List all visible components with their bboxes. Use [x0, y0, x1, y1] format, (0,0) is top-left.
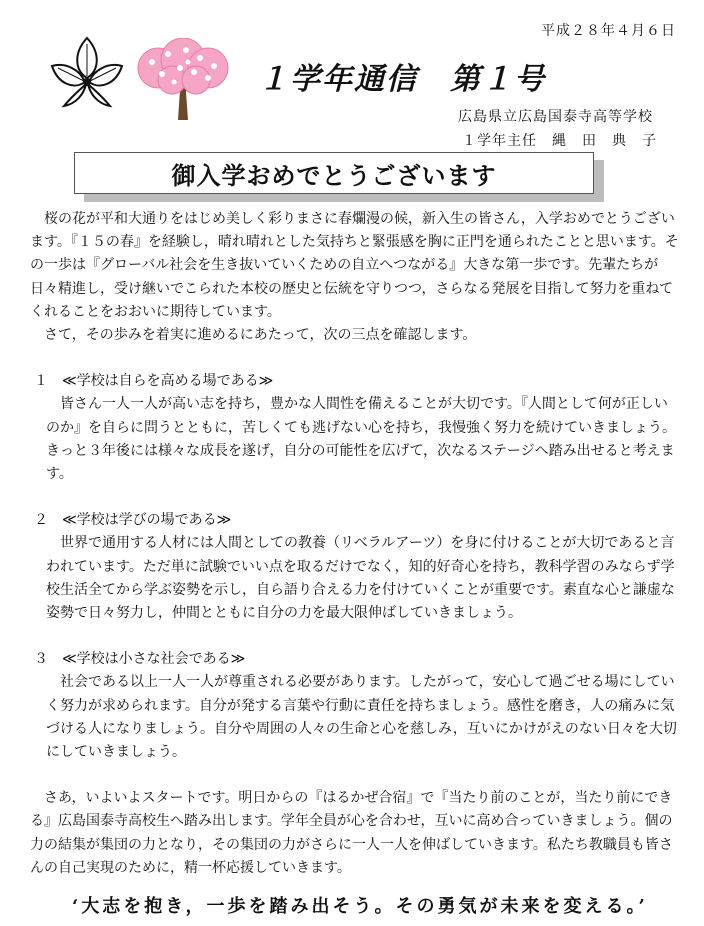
newsletter-title: １学年通信 第１号 — [258, 62, 546, 97]
section-2-text: 世界で通用する人材には人間としての教養（リベラルアーツ）を身に付けることが大切であると言われています。ただ単に試験でいい点を取るだけでなく，知的好奇心を持ち，教科学習のみならず学校生活全てから学ぶ姿勢を示し，自ら語り合える力を付けていくことが重要です。素直な心と謙虚な姿勢で日々努力し，仲間とともに自分の力を最大限伸ばしていきましょう。 — [46, 535, 675, 622]
section-1-text: 皆さん一人一人が高い志を持ち，豊かな人間性を備えることが大切です。『人間として何が正しいのか』を自らに問うとともに，苦しくても逃げない心を持ち，我慢強く努力を続けていきましょう。きっと３年後には様々な成長を遂げ，自分の可能性を広げて，次なるステージへ踏み出せると考えます。 — [46, 396, 676, 483]
intro-paragraph: 桜の花が平和大通りをはじめ美しく彩りまさに春爛漫の候，新入生の皆さん，入学おめでとうございます。『１５の春』を経験し，晴れ晴れとした気持ちと緊張感を胸に正門を通られたことと思います。その一歩は『グローバル社会を生き抜いていくための自立へつながる』大きな第一歩です。先輩たちが日々精進し，受け継いでこられた本校の歴史と伝統を守りつつ，さらなる発展を目指して努力を重ねてくれることをおおいに期待しています。 — [30, 211, 679, 320]
school-name: 広島県立広島国泰寺高等学校 — [458, 109, 653, 125]
closing-motto: ‘大志を抱き，一歩を踏み出そう。その勇気が未来を変える。’ — [72, 896, 648, 917]
section-3-heading: ３ ≪学校は小さな社会である≫ — [34, 651, 246, 668]
cherry-blossom-tree-icon — [128, 38, 238, 120]
intro-transition: さて，その歩みを着実に進めるにあたって，次の三点を確認します。 — [44, 327, 477, 344]
welcome-banner — [74, 152, 594, 194]
section-3-text: 社会である以上一人一人が尊重される必要があります。したがって，安心して過ごせる場にしていく努力が求められます。自分が発する言葉や行動に責任を持ちましょう。感性を磨き，人の痛みに気づける人になりましょう。自分や周囲の人々の生命と心を慈しみ，互いにかけがえのない日々を大切にしていきましょう。 — [46, 674, 677, 761]
school-emblem-leaf-icon — [44, 32, 130, 118]
grade-head-teacher: １学年主任 縄 田 典 子 — [462, 133, 657, 149]
closing-paragraph: さあ，いよいよスタートです。明日からの『はるかぜ合宿』で『当たり前のことが，当たり前にできる』広島国泰寺高校生へ踏み出します。学年全員が心を合わせ，互いに高め合っていきましょう。個の力の結集が集団の力となり，その集団の力がさらに一人一人を伸ばしていきます。私たち教職員も皆さんの自己実現のために，精一杯応援していきます。 — [30, 790, 673, 876]
section-2-heading: ２ ≪学校は学びの場である≫ — [34, 512, 232, 529]
issue-date: 平成２８年４月６日 — [541, 23, 676, 39]
letter-body — [30, 208, 680, 880]
section-1-heading: １ ≪学校は自らを高める場である≫ — [34, 373, 274, 390]
welcome-banner-text: 御入学おめでとうございます — [171, 161, 497, 190]
